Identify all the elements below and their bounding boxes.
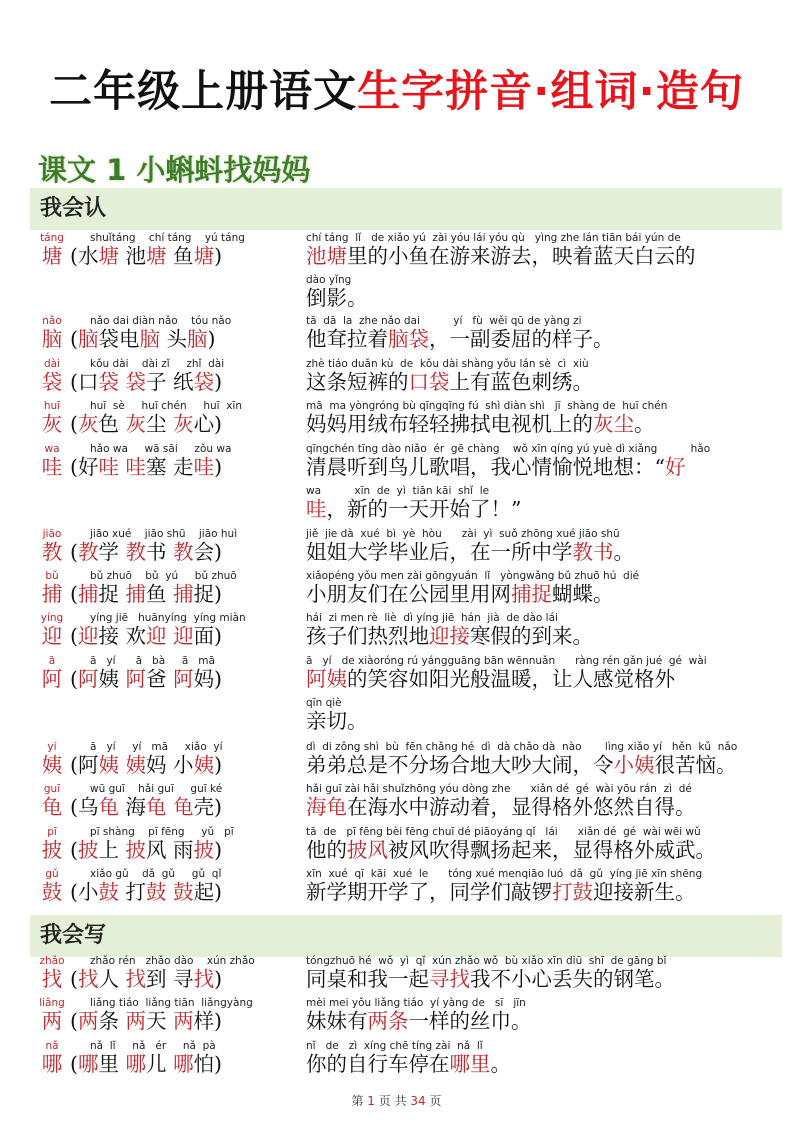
word-group: (灰色 灰尘 灰心) <box>70 412 223 436</box>
char-pinyin: pī <box>47 826 57 838</box>
words-pinyin: liǎng tiáo liǎng tiān liǎngyàng <box>90 997 253 1009</box>
words-pinyin: pī shàng pī fēng yǔ pī <box>90 826 234 838</box>
char-pinyin: dài <box>43 358 61 370</box>
char-pinyin: gǔ <box>45 868 59 880</box>
example-sentence: 弟弟总是不分场合地大吵大闹，令小姨很苦恼。 <box>306 753 737 777</box>
example-sentence-cont: 倒影。 <box>306 286 368 310</box>
new-character: 迎 <box>41 624 63 648</box>
char-pinyin: guī <box>43 783 61 795</box>
sentence-pinyin: nǐ de zì xíng chē tíng zài nǎ lǐ <box>306 1040 483 1052</box>
sentence-pinyin: dì di zǒng shì bù fēn chǎng hé dì dà chǎo dà nào lìng xiǎo yí hěn kǔ nǎo <box>306 741 738 753</box>
words-pinyin: yíng jiē huānyíng yíng miàn <box>90 612 246 624</box>
sentence-pinyin: xīn xué qī kāi xué le tóng xué menqiāo luó dǎ gǔ yíng jiē xīn shēng <box>306 868 703 880</box>
new-character: 袋 <box>41 370 63 394</box>
words-pinyin: nǎ lǐ nǎ ér nǎ pà <box>90 1040 216 1052</box>
sentence-pinyin: tā dā la zhe nǎo dai yí fù wěi qū de yàng zi <box>306 315 582 327</box>
char-pinyin: nǎ <box>45 1040 59 1052</box>
char-pinyin: bǔ <box>45 570 59 582</box>
words-pinyin: nǎo dai diàn nǎo tóu nǎo <box>90 315 232 327</box>
word-group: (口袋 袋子 纸袋) <box>70 370 223 394</box>
new-character: 龟 <box>41 795 63 819</box>
char-pinyin: yí <box>47 741 57 753</box>
new-character: 哪 <box>41 1052 63 1076</box>
word-group: (哪里 哪儿 哪怕) <box>70 1052 223 1076</box>
sentence-pinyin: qīngchén tīng dào niǎo ér gē chàng wǒ xīn qíng yú yuè dì xiǎng hǎo <box>306 443 711 455</box>
words-pinyin: xiǎo gǔ dǎ gǔ gǔ qǐ <box>90 868 222 880</box>
word-group: (两条 两天 两样) <box>70 1009 223 1033</box>
word-group: (好哇 哇塞 走哇) <box>70 455 223 479</box>
word-group: (脑袋电脑 头脑) <box>70 327 216 351</box>
char-pinyin: jiāo <box>42 528 62 540</box>
word-group: (小鼓 打鼓 鼓起) <box>70 880 223 904</box>
new-character: 两 <box>41 1009 63 1033</box>
new-character: 脑 <box>41 327 63 351</box>
char-pinyin: táng <box>40 232 64 244</box>
word-group: (找人 找到 寻找) <box>70 967 223 991</box>
sentence-pinyin: hái zi men rè liè dì yíng jiē hán jià de dào lái <box>306 612 558 624</box>
new-character: 姨 <box>41 753 63 777</box>
example-sentence: 阿姨的笑容如阳光般温暖，让人感觉格外 <box>306 667 675 691</box>
example-sentence: 孩子们热烈地迎接寒假的到来。 <box>306 624 593 648</box>
sentence-pinyin: hǎi guī zài hǎi shuǐzhōng yóu dòng zhe xiǎn dé gé wài yōu rán zì dé <box>306 783 692 795</box>
new-character: 塘 <box>41 244 63 268</box>
example-sentence: 你的自行车停在哪里。 <box>306 1052 511 1076</box>
words-pinyin: ā yí yí mā xiǎo yí <box>90 741 223 753</box>
example-sentence: 清晨听到鸟儿歌唱，我心情愉悦地想：“好 <box>306 455 686 479</box>
section-write-header: 我会写 <box>30 915 782 957</box>
sentence-pinyin: jiě jie dà xué bì yè hòu zài yì suǒ zhōng xué jiāo shū <box>306 528 620 540</box>
words-pinyin: bǔ zhuō bǔ yú bǔ zhuō <box>90 570 237 582</box>
new-character: 哇 <box>41 455 63 479</box>
example-sentence: 同桌和我一起寻找我不小心丢失的钢笔。 <box>306 967 675 991</box>
new-character: 捕 <box>41 582 63 606</box>
new-character: 阿 <box>41 667 63 691</box>
example-sentence-cont: 哇，新的一天开始了！” <box>306 497 522 521</box>
sentence-pinyin: ā yí de xiàoróng rú yángguāng bān wēnnuǎn ràng rén gǎn jué gé wài <box>306 655 707 667</box>
sentence-pinyin-cont: qīn qiè <box>306 697 342 709</box>
page-footer: 第 1 页 共 34 页 <box>351 1094 442 1108</box>
char-pinyin: yíng <box>40 612 64 624</box>
word-group: (阿姨 姨妈 小姨) <box>70 753 223 777</box>
example-sentence: 海龟在海水中游动着，显得格外悠然自得。 <box>306 795 696 819</box>
words-pinyin: zhǎo rén zhǎo dào xún zhǎo <box>90 955 255 967</box>
char-pinyin: ā <box>48 655 56 667</box>
example-sentence: 他耷拉着脑袋，一副委屈的样子。 <box>306 327 614 351</box>
sentence-pinyin: chí táng lǐ de xiǎo yú zài yóu lái yóu qù yìng zhe lán tiān bái yún de <box>306 232 681 244</box>
words-pinyin: huī sè huī chén huī xīn <box>90 400 243 412</box>
words-pinyin: wū guī hǎi guī guī ké <box>90 783 223 795</box>
example-sentence-cont: 亲切。 <box>306 709 368 733</box>
word-group: (教学 教书 教会) <box>70 540 223 564</box>
char-pinyin: nǎo <box>42 315 62 327</box>
words-pinyin: ā yí ā bà ā mā <box>90 655 215 667</box>
example-sentence: 他的披风被风吹得飘扬起来，显得格外威武。 <box>306 838 716 862</box>
example-sentence: 妹妹有两条一样的丝巾。 <box>306 1009 532 1033</box>
sentence-pinyin: tóngzhuō hé wǒ yì qǐ xún zhǎo wǒ bù xiǎo xīn diū shī de gāng bǐ <box>306 955 667 967</box>
char-pinyin: wa <box>44 443 60 455</box>
example-sentence: 池塘里的小鱼在游来游去，映着蓝天白云的 <box>306 244 696 268</box>
sentence-pinyin-cont: dào yǐng <box>306 274 352 286</box>
example-sentence: 新学期开学了，同学们敲锣打鼓迎接新生。 <box>306 880 696 904</box>
word-group: (乌龟 海龟 龟壳) <box>70 795 223 819</box>
new-character: 找 <box>41 967 63 991</box>
word-group: (披上 披风 雨披) <box>70 838 223 862</box>
words-pinyin: hǎo wa wā sāi zǒu wa <box>90 443 232 455</box>
word-group: (水塘 池塘 鱼塘) <box>70 244 223 268</box>
char-pinyin: zhǎo <box>39 955 65 967</box>
sentence-pinyin: xiǎopéng yǒu men zài gōngyuán lǐ yòngwǎng bǔ zhuō hú dié <box>306 570 640 582</box>
lesson-heading: 课文 1 小蝌蚪找妈妈 <box>38 153 311 187</box>
word-group: (阿姨 阿爸 阿妈) <box>70 667 223 691</box>
new-character: 灰 <box>41 412 63 436</box>
new-character: 披 <box>41 838 63 862</box>
words-pinyin: kǒu dài dài zǐ zhǐ dài <box>90 358 225 370</box>
section-recognize-header: 我会认 <box>30 188 782 230</box>
page-title: 二年级上册语文生字拼音·组词·造句 <box>49 67 744 117</box>
example-sentence: 小朋友们在公园里用网捕捉蝴蝶。 <box>306 582 614 606</box>
char-pinyin: huī <box>43 400 61 412</box>
sentence-pinyin: mèi mei yǒu liǎng tiáo yí yàng de sī jīn <box>306 997 526 1009</box>
example-sentence: 姐姐大学毕业后，在一所中学教书。 <box>306 540 634 564</box>
sentence-pinyin-cont: wa xīn de yì tiān kāi shǐ le <box>306 485 490 497</box>
words-pinyin: jiāo xué jiāo shū jiāo huì <box>90 528 238 540</box>
example-sentence: 这条短裤的口袋上有蓝色刺绣。 <box>306 370 593 394</box>
new-character: 教 <box>41 540 63 564</box>
sentence-pinyin: tā de pī fēng bèi fēng chuī dé piāoyáng qǐ lái xiǎn dé gé wài wēi wǔ <box>306 826 701 838</box>
sentence-pinyin: zhè tiáo duǎn kù de kǒu dài shàng yǒu lán sè cì xiù <box>306 358 589 370</box>
sentence-pinyin: mā ma yòngróng bù qīngqīng fú shì diàn shì jī shàng de huī chén <box>306 400 668 412</box>
char-pinyin: liǎng <box>39 997 65 1009</box>
word-group: (迎接 欢迎 迎面) <box>70 624 223 648</box>
example-sentence: 妈妈用绒布轻轻拂拭电视机上的灰尘。 <box>306 412 655 436</box>
word-group: (捕捉 捕鱼 捕捉) <box>70 582 223 606</box>
words-pinyin: shuǐtáng chí táng yú táng <box>90 232 245 244</box>
new-character: 鼓 <box>41 880 63 904</box>
